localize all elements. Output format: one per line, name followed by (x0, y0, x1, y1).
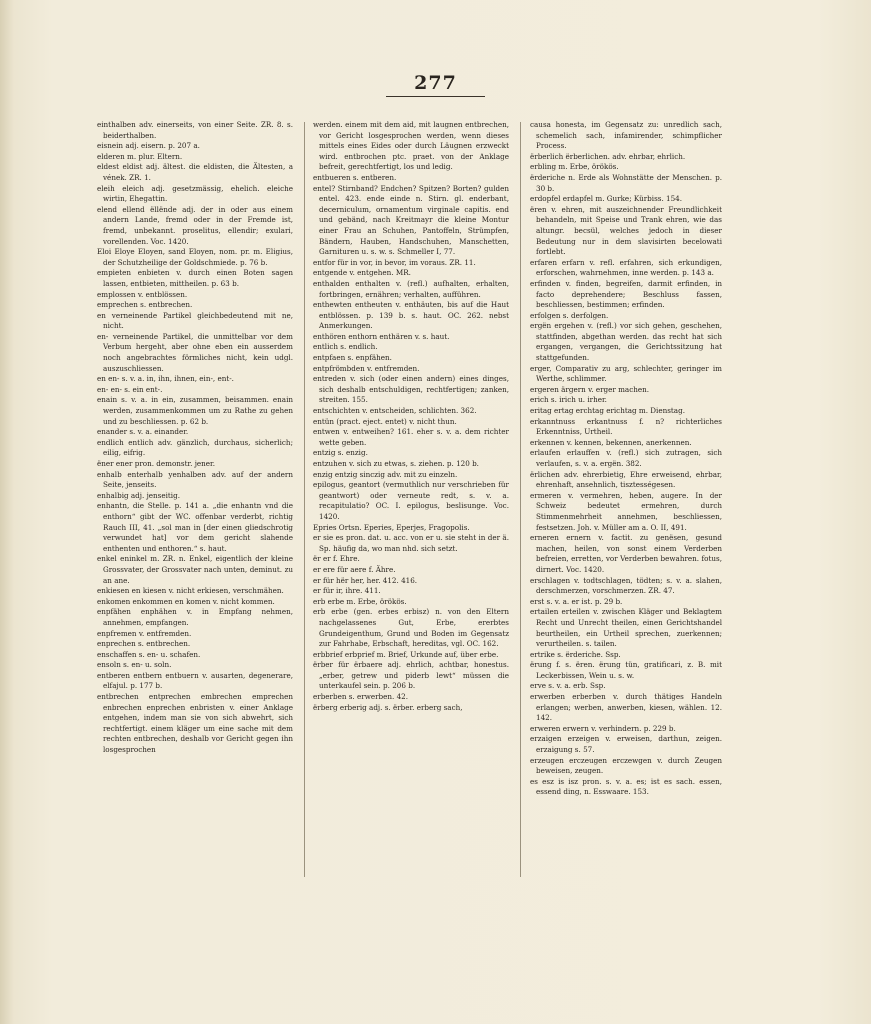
dictionary-entry: en- verneinende Partikel, die unmittelbar vor dem Verbum hergeht, aber ohne eben ein ausserdem noch angebrachtes förmliches nicht, kein udgl. auszuschliessen. (97, 331, 293, 373)
dictionary-entry: ërung f. s. ëren. ërung tün, gratificari, z. B. mit Leckerbissen, Wein u. s. w. (530, 660, 722, 680)
dictionary-entry: erschlagen v. todtschlagen, tödten; s. v. a. slahen, derschmerzen, vorschmerzen. ZR. 47. (530, 575, 722, 596)
dictionary-entry: er für hër her, her. 412. 416. (313, 575, 418, 585)
dictionary-entry: ergeren ärgern v. erger machen. (530, 384, 650, 394)
dictionary-entry: enhantn, die Stelle. p. 141 a. „die enhantn vnd die enthorn“ gibt der WC. offenbar verderbt, richtig Rauch III, 41. „sol man in [der einen gliedschrotig verwundet hat] vor dem gericht slahende enthenten und enthoren.“ s. haut. (97, 501, 293, 553)
dictionary-entry: erb erbe (gen. erbes erbisz) n. von den Eltern nachgelassenes Gut, Erbe, ererbtes Grundeigenthum, Grund und Boden im Gegensatz zur Fahrhabe, Erbschaft, hereditas, vgl. OC. 162. (313, 607, 509, 649)
dictionary-entry: ertailen erteilen v. zwischen Kläger und Beklagtem Recht und Unrecht theilen, einen Gerichtshandel beurtheilen, ein Urtheil sprechen, zuerkennen; verurtheilen. s. tailen. (530, 607, 722, 649)
dictionary-entry: entschichten v. entscheiden, schlichten. 362. (313, 406, 477, 416)
dictionary-entry: ëner ener pron. demonstr. jener. (97, 459, 215, 468)
dictionary-entry: er sie es pron. dat. u. acc. von er u. sie steht in der ä. Sp. häufig da, wo man nhd. sich setzt. (313, 533, 509, 553)
column-1 (97, 120, 293, 890)
dictionary-entry: erzeugen erczeugen erczewgen v. durch Zeugen beweisen, zeugen. (530, 755, 722, 776)
dictionary-entry: entfor für in vor, in bevor, im voraus. ZR. 11. (313, 257, 476, 267)
dictionary-entry: er für ir, ihre. 411. (313, 586, 381, 596)
dictionary-entry: erkennen v. kennen, bekennen, anerkennen. (530, 437, 692, 447)
dictionary-entry: entel? Stirnband? Endchen? Spitzen? Borten? gulden entel. 423. ende einde n. Stirn. gl. enderbant, decerniculum, ornamentum virginale capitis. end und gebänd, nach Kreitmayr die kleine Montur einer Frau an Schuhen, Pantoffeln, Strümpfen, Bändern, Hauben, Handschuhen, Manschetten, Garnituren u. s. w. s. Schmeller I, 77. (313, 183, 509, 257)
dictionary-entry: en- en- s. ein ent-. (97, 384, 163, 394)
dictionary-entry: emplossen v. entblössen. (97, 289, 188, 299)
dictionary-entry: erst s. v. a. er ist. p. 29 b. (530, 596, 623, 606)
dictionary-entry: eritag ertag erchtag erichtag m. Dienstag. (530, 406, 685, 416)
dictionary-entry: entzuhen v. sich zu etwas, s. ziehen. p. 120 b. (313, 459, 479, 468)
dictionary-entry: enpfähen enphähen v. in Empfang nehmen, annehmen, empfangen. (97, 607, 293, 627)
dictionary-entry: ërberlich ërberlichen. adv. ehrbar, ehrlich. (530, 151, 686, 161)
dictionary-entry: entlich s. endlich. (313, 342, 378, 352)
column-3 (530, 120, 722, 890)
dictionary-entry: eisnein adj. eisern. p. 207 a. (97, 141, 200, 151)
dictionary-entry: erberben s. erwerben. 42. (313, 692, 409, 702)
page-edge-shadow (0, 0, 14, 1024)
dictionary-entry: empieten enbieten v. durch einen Boten sagen lassen, entbieten, mittheilen. p. 63 b. (97, 268, 293, 288)
dictionary-entry: entzig s. enzig. (313, 448, 368, 458)
dictionary-entry: enander s. v. a. einander. (97, 427, 189, 437)
dictionary-entry: entgende v. entgehen. MR. (313, 268, 411, 278)
dictionary-entry: enprechen s. entbrechen. (97, 639, 191, 649)
dictionary-entry: enain s. v. a. in ein, zusammen, beisammen. enain werden, zusammenkommen um zu Rathe zu gehen und zu beschliessen. p. 62 b. (97, 395, 293, 426)
dictionary-entry: erfinden v. finden, begreifen, darmit erfinden, in facto deprehendere; Beschluss fassen, beschliessen, bestimmen; erfinden. (530, 278, 722, 310)
dictionary-entry: ëren v. ehren, mit auszeichnender Freundlichkeit behandeln, mit Speise und Trank ehren, wie das altungr. becsül, welches jedoch in dieser Bedeutung nur in dem slavisirten becelowati fortlebt. (530, 204, 722, 257)
dictionary-entry: epilogus, geantort (vermuthlich nur verschrieben für geantwort) oder verneute redt, s. v. a. recapitulatio? OC. I. epilogus, beslisunge. Voc. 1420. (313, 480, 509, 521)
dictionary-entry: eleih eleich adj. gesetzmässig, ehelich. eleiche wirtin, Ehegattin. (97, 183, 293, 204)
dictionary-entry: erlaufen erlauffen v. (refl.) sich zutragen, sich verlaufen, s. v. a. ergën. 382. (530, 448, 722, 468)
dictionary-entry: entberen entbern entbuern v. ausarten, degenerare, elfajul. p. 177 b. (97, 670, 293, 691)
dictionary-entry: erwerben erberben v. durch thätiges Handeln erlangen; werben, anwerben, kiesen, wählen. 12. 142. (530, 692, 722, 723)
dictionary-entry: ërlichen adv. ehrerbietig, Ehre erweisend, ehrbar, ehrenhaft, ansehnlich, tisztességesen. (530, 469, 722, 490)
dictionary-entry: enkomen enkommen en komen v. nicht kommen. (97, 596, 275, 606)
dictionary-entry: eldest eldist adj. ältest. die eldisten, die Ältesten, a vének. ZR. 1. (97, 162, 293, 182)
dictionary-entry: entün (pract. eject. entet) v. nicht thun. (313, 416, 457, 426)
column-rule-2 (520, 122, 521, 877)
page-number: 277 (386, 72, 485, 97)
dictionary-entry: elend ellend ëllënde adj. der in oder aus einem andern Lande, fremd oder in der Fremde ist, fremd, unbekannt. proselitus, ellendir; exulari, vorellenden. Voc. 1420. (97, 204, 293, 246)
dictionary-entry: ërderiche n. Erde als Wohnstätte der Menschen. p. 30 b. (530, 172, 722, 193)
dictionary-entry: elderen m. plur. Eltern. (97, 151, 183, 161)
dictionary-entry: erger, Comparativ zu arg, schlechter, geringer im Werthe, schlimmer. (530, 363, 722, 384)
dictionary-entry: erdopfel erdapfel m. Gurke; Kürbiss. 154. (530, 194, 683, 204)
dictionary-entry: erneren ernern v. factit. zu genësen, gesund machen, heilen, von sonst einem Verderben befreien, erretten, vor Verderben bewahren. fotus, dirnert. Voc. 1420. (530, 533, 722, 574)
dictionary-entry: en en- s. v. a. in, ihn, ihnen, ein-, ent-. (97, 374, 234, 384)
dictionary-entry: en verneinende Partikel gleichbedeutend mit ne, nicht. (97, 310, 293, 331)
dictionary-entry: enthewten entheuten v. enthäuten, bis auf die Haut entblössen. p. 139 b. s. haut. OC. 262. nebst Anmerkungen. (313, 300, 509, 331)
dictionary-entry: erbbrief erbprief m. Brief, Urkunde auf, über erbe. (313, 649, 499, 659)
dictionary-entry: Epries Ortsn. Eperies, Eperjes, Fragopolis. (313, 522, 470, 532)
dictionary-entry: entwen v. entweihen? 161. eher s. v. a. dem richter wette geben. (313, 427, 509, 447)
dictionary-entry: enthören enthorn enthären v. s. haut. (313, 331, 450, 341)
column-2 (313, 120, 509, 878)
dictionary-entry: entpfaen s. enpfähen. (313, 353, 392, 363)
dictionary-entry: erweren erwern v. verhindern. p. 229 b. (530, 723, 676, 733)
dictionary-entry: erich s. irich u. irher. (530, 395, 607, 405)
dictionary-entry: entreden v. sich (oder einen andern) eines dinges, sich deshalb entschuldigen, rechtfertigen; zanken, streiten. 155. (313, 374, 509, 405)
dictionary-entry: enzig entzig sinczig adv. mit zu einzeln. (313, 469, 458, 479)
dictionary-entry: ërberg erberig adj. s. ërber. erberg sach, (313, 702, 463, 712)
dictionary-entry: erve s. v. a. erb. Ssp. (530, 681, 606, 691)
dictionary-entry: erzaigen erzeigen v. erweisen, darthun, zeigen. erzaigung s. 57. (530, 734, 722, 755)
dictionary-entry: ërber für ërbaere adj. ehrlich, achtbar, honestus. „erber, getrew und piderb lewt“ müssen die unterkaufel sein. p. 206 b. (313, 660, 509, 691)
dictionary-entry: enhalb enterhalb yenhalben adv. auf der andern Seite, jenseits. (97, 469, 293, 490)
dictionary-entry: einthalben adv. einerseits, von einer Seite. ZR. 8. s. beiderthalben. (97, 120, 293, 140)
dictionary-entry: ensoln s. en- u. soln. (97, 660, 172, 670)
dictionary-entry: werden. einem mit dem aid, mit laugnen entbrechen, vor Gericht losgesprochen werden, wenn dieses mittels eines Eides oder durch Läugnen erzweckt wird. entbrochen ptc. praet. von der Anklage befreit, gerechtfertigt, los und ledig. (313, 120, 509, 172)
dictionary-entry: ertrike s. ërderiche. Ssp. (530, 649, 621, 659)
dictionary-entry: ermeren v. vermehren, heben, augere. In der Schweiz bedeutet ermehren, durch Stimmenmehrheit annehmen, beschliessen, festsetzen. Joh. v. Müller am a. O. II, 491. (530, 490, 722, 532)
dictionary-entry: endlich entlich adv. gänzlich, durchaus, sicherlich; eilig, eifrig. (97, 437, 293, 458)
dictionary-entry: enhalbig adj. jenseitig. (97, 490, 180, 500)
dictionary-entry: enpfremen v. entfremden. (97, 628, 192, 638)
dictionary-entry: ër er f. Ehre. (313, 554, 360, 564)
dictionary-entry: Eloi Eloye Eloyen, sand Eloyen, nom. pr. m. Eligius, der Schutzheilige der Goldschmiede. p. 76 b. (97, 247, 293, 267)
dictionary-entry: erfaren erfarn v. refl. erfahren, sich erkundigen, erforschen, wahrnehmen, inne werden. p. 143 a. (530, 257, 722, 278)
dictionary-entry: enkiesen en kiesen v. nicht erkiesen, verschmähen. (97, 586, 284, 596)
column-rule-1 (304, 122, 305, 877)
dictionary-entry: erkanntnuss erkantnuss f. n? richterliches Erkenntniss, Urtheil. (530, 416, 722, 437)
dictionary-entry: erb erbe m. Erbe, örökös. (313, 596, 407, 606)
dictionary-entry: enkel eninkel m. ZR. n. Enkel, eigentlich der kleine Grossvater, der Grossvater nach unten, deminut. zu an ane. (97, 554, 293, 585)
dictionary-entry: entpfrömbden v. entfremden. (313, 363, 420, 373)
dictionary-entry: erfolgen s. derfolgen. (530, 310, 609, 320)
dictionary-entry: entbueren s. entberen. (313, 172, 397, 182)
dictionary-entry: emprechen s. entbrechen. (97, 300, 193, 310)
dictionary-entry: enthalden enthalten v. (refl.) aufhalten, erhalten, fortbringen, ernähren; verhalten, aufführen. (313, 278, 509, 299)
dictionary-entry: es esz is isz pron. s. v. a. es; ist es sach. essen, essend ding, n. Esswaare. 153. (530, 776, 722, 797)
dictionary-entry: ergën ergehen v. (refl.) vor sich gehen, geschehen, stattfinden, abgethan werden. das recht hat sich ergangen, vergangen, die Gerichtssitzung hat stattgefunden. (530, 321, 722, 363)
dictionary-entry: erbling m. Erbe, örökös. (530, 162, 619, 172)
dictionary-entry: causa honesta, im Gegensatz zu: unredlich sach, schemelich sach, infamirender, schimpflicher Process. (530, 120, 722, 151)
dictionary-entry: er ere für aere f. Ähre. (313, 564, 396, 574)
dictionary-entry: entbrechen entprechen embrechen emprechen enbrechen enprechen enbristen v. einer Anklage entgehen, indem man sie von sich abwehrt, sich rechtfertigt. einem kläger um eine sache mit dem rechten entbrechen, deshalb vor Gericht gegen ihn losgesprochen (97, 692, 293, 755)
page-header (0, 72, 871, 97)
dictionary-entry: enschaffen s. en- u. schafen. (97, 649, 201, 659)
